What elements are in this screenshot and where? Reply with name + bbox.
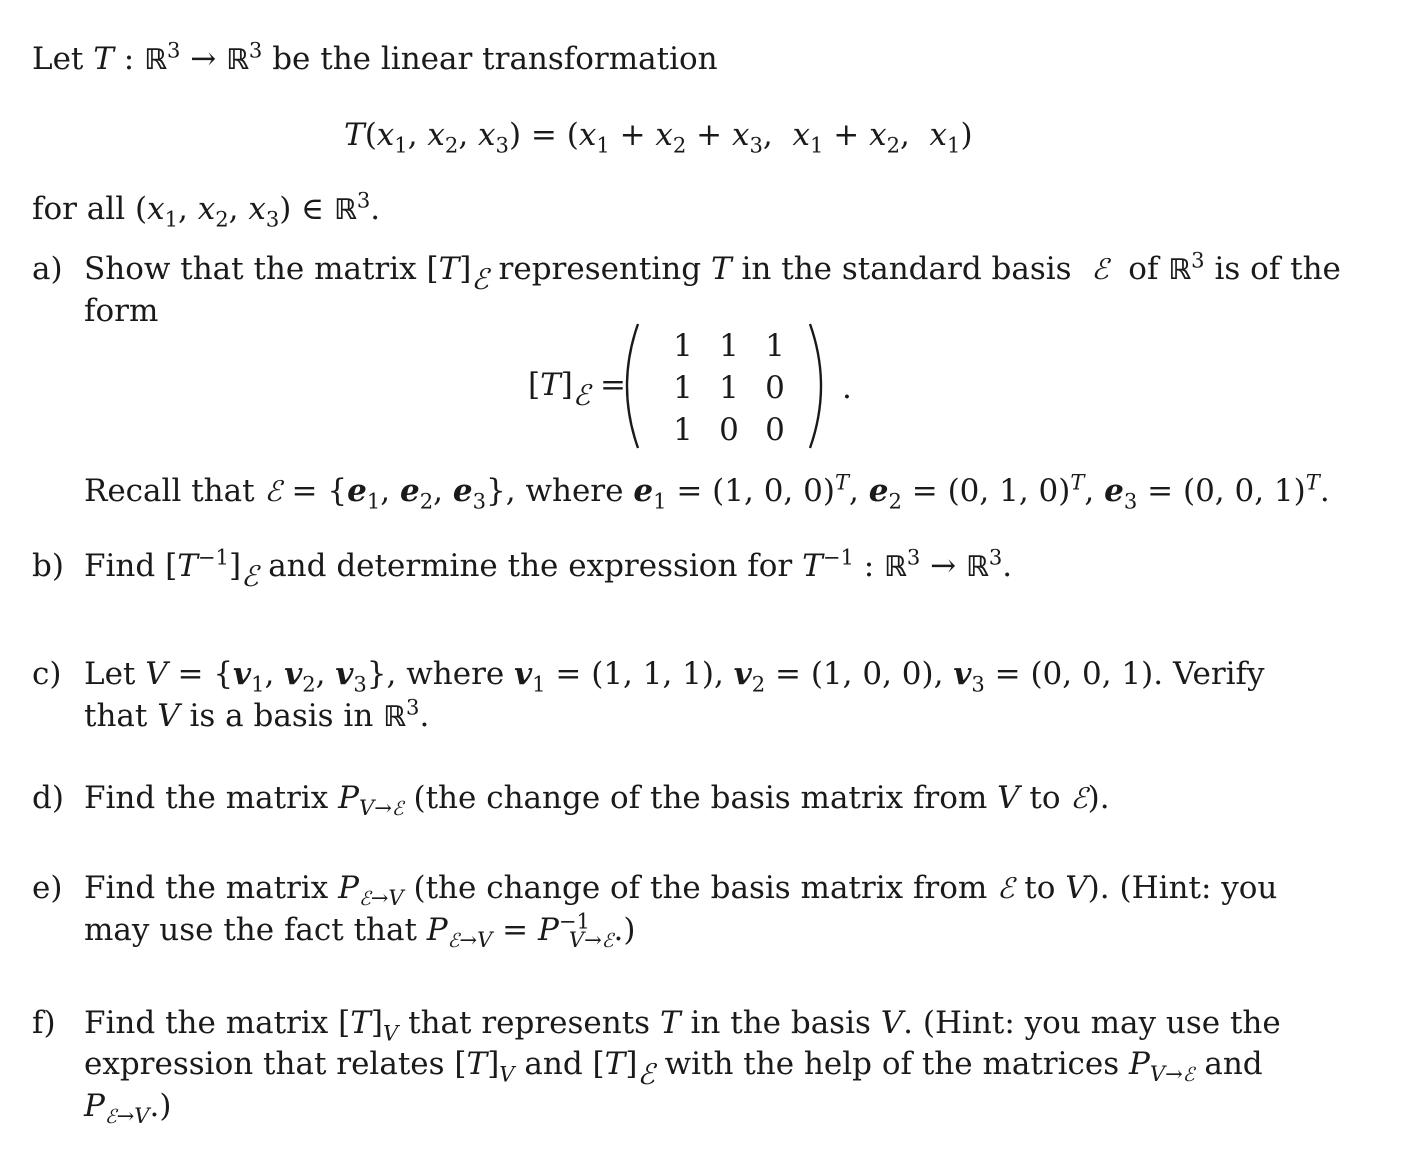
item-f-line1: Find the matrix $[T]_V$ that represents T in the basis V. (Hint: you may use the [84,1005,1281,1046]
item-c-line2: that V is a basis in ℝ$^3$. [84,694,430,734]
intro-line: Let T : ℝ$^3$ → ℝ$^3$ be the linear transformation [32,37,718,77]
item-b-text: Find $[T^{-1}]_ℰ$ and determine the expression for $T^{-1}$ : ℝ$^3$ → ℝ$^3$. [84,544,1013,593]
item-a-line1: Show that the matrix $[T]_ℰ$ representing T in the standard basis ℰ of ℝ$^3$ is of the [84,247,1341,296]
intro-tail: be the linear transformation [272,41,718,77]
for-all-text: for all [32,191,126,227]
matrix-cell: 1 [673,412,693,448]
matrix-cell: 1 [719,370,739,406]
matrix-cell: 0 [765,412,785,448]
matrix-cell: 1 [765,328,785,364]
item-c-label: c) [32,656,62,692]
matrix-cell: 0 [765,370,785,406]
item-a-label: a) [32,251,63,287]
matrix-cell: 1 [673,370,693,406]
item-f-label: f) [32,1005,56,1041]
item-f-line3: $P_{ℰ\to V}$.) [84,1088,172,1129]
matrix-cell: 0 [719,412,739,448]
item-d-label: d) [32,780,64,816]
recall-line: Recall that ℰ = {$e_1$, $e_2$, $e_3$}, where $e_1 = (1$, 0, 0)$^T$, $e_2 = (0$, 1, 0)$^T$, $e_3 = (0$, 0, 1)$^T$. [84,469,1330,514]
item-f-line2: expression that relates $[T]_V$ and $[T]_ℰ$ with the help of the matrices $P_{V\to ℰ}$ and [84,1046,1263,1091]
intro-let: Let [32,41,84,77]
item-b-label: b) [32,548,64,584]
item-e-label: e) [32,870,63,906]
item-a-line2: form [84,293,159,329]
item-e-line2: may use the fact that $P_{ℰ\to V} = P^{-1}_{V\to ℰ}$.) [84,908,636,953]
item-e-line1: Find the matrix $P_{ℰ\to V}$ (the change of the basis matrix from ℰ to V). (Hint: you [84,870,1278,911]
for-all-line: for all ($x_1$, $x_2$, $x_3$) ∈ ℝ$^3$. [32,187,381,232]
item-d-text: Find the matrix $P_{V\to ℰ}$ (the change of the basis matrix from V to ℰ). [84,780,1110,821]
transformation-formula: $T(x_1$, $x_2$, $x_3) = (x_1 + x_2 + x_3$, $x_1 + x_2$, $x_1$) [344,117,973,158]
item-c-line1: Let $V = \{v_1$, $v_2$, $v_3$}, where $v_1 = (1$, 1, 1), $v_2 = (1$, 0, 0), $v_3 = (0$, 0, 1). Verify [84,656,1265,697]
right-paren-icon [804,322,834,450]
matrix-cell: 1 [719,328,739,364]
matrix-cell: 1 [673,328,693,364]
matrix-lhs: $[T]_ℰ$ = [528,367,627,412]
left-paren-icon [614,322,644,450]
